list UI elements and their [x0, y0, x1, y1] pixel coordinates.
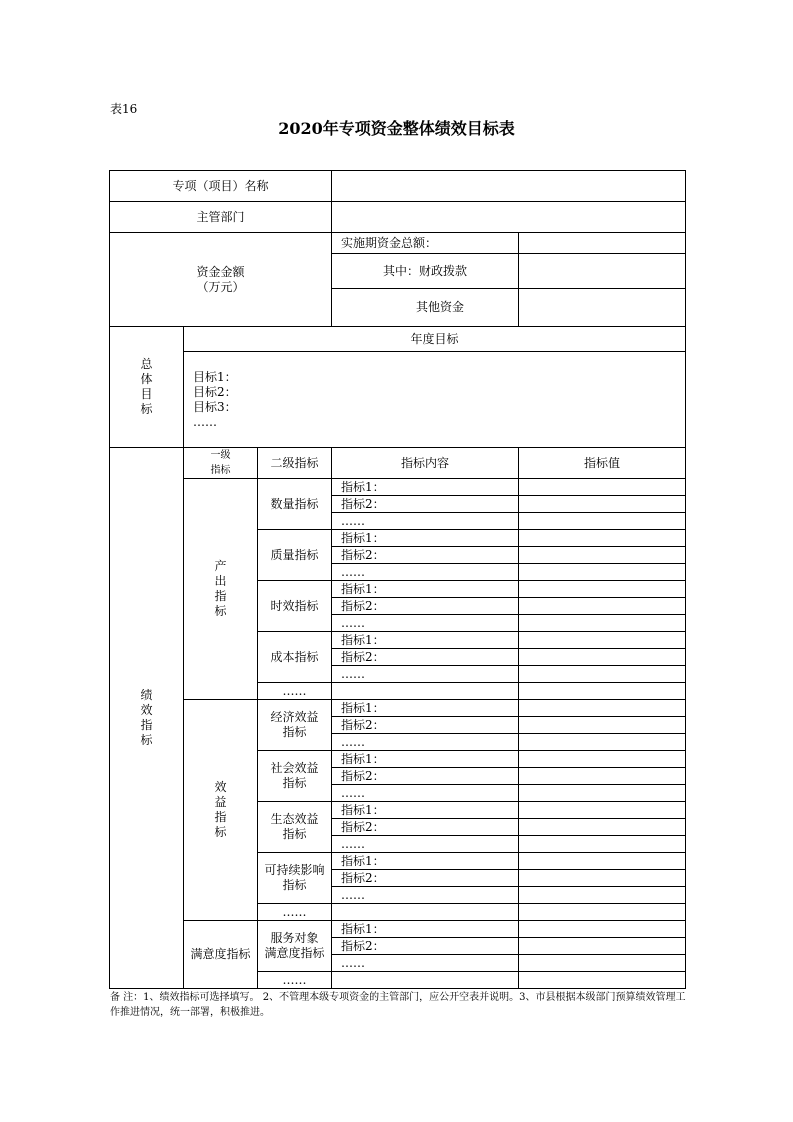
footnote: 备 注：1、绩效指标可选择填写。 2、不管理本级专项资金的主管部门，应公开空表并说明。3、市县根据本级部门预算绩效管理工作推进情况，统一部署，积极推进。	[110, 992, 686, 1018]
timeliness-indicator-label: 时效指标	[258, 581, 332, 632]
other-funds-label: 其他资金	[332, 289, 519, 327]
indicator-content[interactable]: ……	[332, 564, 519, 581]
indicator-value[interactable]	[519, 700, 686, 717]
indicator-value[interactable]	[519, 581, 686, 598]
indicator-content[interactable]	[332, 972, 519, 989]
performance-label-char: 标	[140, 733, 153, 747]
total-funds-value[interactable]	[519, 233, 686, 254]
project-name-value[interactable]	[332, 171, 686, 202]
indicator-value[interactable]	[519, 717, 686, 734]
indicator-content[interactable]: ……	[332, 955, 519, 972]
goal-item: ……	[193, 415, 217, 429]
indicator-value[interactable]	[519, 598, 686, 615]
annual-goal-content[interactable]	[184, 352, 686, 448]
overall-goal-char: 标	[140, 402, 153, 416]
output-indicator-label	[184, 479, 258, 700]
level1-header	[184, 448, 258, 479]
output-label-char: 产	[214, 559, 227, 573]
goal-item: 目标2：	[193, 385, 237, 399]
goal-item: 目标1：	[193, 370, 237, 384]
benefit-more-label: ……	[258, 904, 332, 921]
indicator-content[interactable]: 指标1：	[332, 853, 519, 870]
indicator-content[interactable]: ……	[332, 666, 519, 683]
indicator-value[interactable]	[519, 921, 686, 938]
level1-header-line2: 指标	[210, 465, 231, 476]
indicator-value[interactable]	[519, 513, 686, 530]
social-benefit-label	[258, 751, 332, 802]
service-satisfaction-line2: 满意度指标	[264, 946, 325, 960]
sustainability-line1: 可持续影响	[264, 863, 325, 877]
indicator-value[interactable]	[519, 768, 686, 785]
indicator-content[interactable]: ……	[332, 734, 519, 751]
indicator-value[interactable]	[519, 666, 686, 683]
indicator-content[interactable]: 指标1：	[332, 751, 519, 768]
indicator-value[interactable]	[519, 564, 686, 581]
performance-indicator-label	[110, 448, 184, 989]
indicator-content[interactable]: 指标1：	[332, 581, 519, 598]
economic-benefit-label	[258, 700, 332, 751]
indicator-value[interactable]	[519, 870, 686, 887]
fiscal-funds-label: 其中：财政拨款	[332, 254, 519, 289]
indicator-value[interactable]	[519, 972, 686, 989]
output-more-label: ……	[258, 683, 332, 700]
indicator-content[interactable]: 指标2：	[332, 496, 519, 513]
indicator-content[interactable]: 指标1：	[332, 700, 519, 717]
quality-indicator-label: 质量指标	[258, 530, 332, 581]
indicator-value[interactable]	[519, 530, 686, 547]
indicator-content[interactable]: 指标2：	[332, 819, 519, 836]
satisfaction-more-label: ……	[258, 972, 332, 989]
economic-benefit-line2: 指标	[282, 725, 307, 739]
page-title: 2020年专项资金整体绩效目标表	[278, 119, 515, 138]
cost-indicator-label: 成本指标	[258, 632, 332, 683]
indicator-value[interactable]	[519, 785, 686, 802]
social-benefit-line2: 指标	[282, 776, 307, 790]
funds-label-line1: 资金金额	[196, 264, 245, 279]
ecological-benefit-label	[258, 802, 332, 853]
benefit-label-char: 指	[214, 810, 227, 824]
indicator-content[interactable]: 指标2：	[332, 768, 519, 785]
overall-goal-char: 总	[140, 357, 153, 371]
indicator-value[interactable]	[519, 649, 686, 666]
table-number: 表16	[110, 102, 138, 116]
overall-goal-label	[110, 327, 184, 448]
indicator-content[interactable]: ……	[332, 615, 519, 632]
department-value[interactable]	[332, 202, 686, 233]
indicator-value[interactable]	[519, 547, 686, 564]
content-header: 指标内容	[332, 448, 519, 479]
indicator-value[interactable]	[519, 734, 686, 751]
output-label-char: 指	[214, 589, 227, 603]
indicator-value[interactable]	[519, 853, 686, 870]
annual-goal-header: 年度目标	[184, 327, 686, 352]
indicator-value[interactable]	[519, 683, 686, 700]
indicator-content[interactable]: 指标1：	[332, 632, 519, 649]
overall-goal-char: 目	[140, 387, 153, 401]
indicator-content[interactable]: ……	[332, 785, 519, 802]
service-satisfaction-line1: 服务对象	[270, 931, 319, 945]
sustainability-line2: 指标	[282, 878, 307, 892]
satisfaction-indicator-label: 满意度指标	[184, 921, 258, 989]
performance-label-char: 绩	[140, 688, 153, 702]
fiscal-funds-value[interactable]	[519, 254, 686, 289]
project-name-label: 专项（项目）名称	[110, 171, 332, 202]
funds-label	[110, 233, 332, 327]
indicator-value[interactable]	[519, 751, 686, 768]
benefit-label-char: 效	[214, 780, 227, 794]
indicator-value[interactable]	[519, 938, 686, 955]
benefit-indicator-label	[184, 700, 258, 921]
indicator-value[interactable]	[519, 836, 686, 853]
economic-benefit-line1: 经济效益	[270, 710, 319, 724]
indicator-content[interactable]: 指标1：	[332, 530, 519, 547]
output-label-char: 出	[214, 574, 227, 588]
overall-goal-char: 体	[140, 372, 153, 386]
department-label: 主管部门	[110, 202, 332, 233]
indicator-content[interactable]: 指标1：	[332, 802, 519, 819]
performance-label-char: 效	[140, 703, 153, 717]
indicator-value[interactable]	[519, 479, 686, 496]
indicator-content[interactable]: ……	[332, 836, 519, 853]
indicator-content[interactable]: 指标2：	[332, 547, 519, 564]
indicator-content[interactable]: ……	[332, 887, 519, 904]
indicator-content[interactable]: ……	[332, 513, 519, 530]
level1-header-line1: 一级	[210, 450, 231, 461]
ecological-benefit-line1: 生态效益	[270, 812, 319, 826]
indicator-content[interactable]: 指标1：	[332, 921, 519, 938]
indicator-content[interactable]: 指标2：	[332, 870, 519, 887]
indicator-value[interactable]	[519, 632, 686, 649]
output-label-char: 标	[214, 604, 227, 618]
indicator-value[interactable]	[519, 955, 686, 972]
performance-label-char: 指	[140, 718, 153, 732]
value-header: 指标值	[519, 448, 686, 479]
social-benefit-line1: 社会效益	[270, 761, 319, 775]
ecological-benefit-line2: 指标	[282, 827, 307, 841]
service-satisfaction-label	[258, 921, 332, 972]
indicator-content[interactable]: 指标1：	[332, 479, 519, 496]
indicator-content[interactable]: 指标2：	[332, 938, 519, 955]
indicator-value[interactable]	[519, 819, 686, 836]
goal-item: 目标3：	[193, 400, 237, 414]
benefit-label-char: 益	[214, 795, 227, 809]
indicator-value[interactable]	[519, 904, 686, 921]
indicator-value[interactable]	[519, 615, 686, 632]
indicator-content[interactable]: 指标2：	[332, 598, 519, 615]
indicator-content[interactable]: 指标2：	[332, 717, 519, 734]
performance-target-table	[109, 170, 686, 989]
indicator-content[interactable]	[332, 683, 519, 700]
funds-label-line2: （万元）	[196, 279, 245, 294]
indicator-content[interactable]	[332, 904, 519, 921]
indicator-value[interactable]	[519, 496, 686, 513]
indicator-value[interactable]	[519, 802, 686, 819]
benefit-label-char: 标	[214, 825, 227, 839]
level2-header: 二级指标	[258, 448, 332, 479]
quantity-indicator-label: 数量指标	[258, 479, 332, 530]
other-funds-value[interactable]	[519, 289, 686, 327]
total-funds-label: 实施期资金总额：	[332, 233, 519, 254]
indicator-content[interactable]: 指标2：	[332, 649, 519, 666]
sustainability-label	[258, 853, 332, 904]
indicator-value[interactable]	[519, 887, 686, 904]
